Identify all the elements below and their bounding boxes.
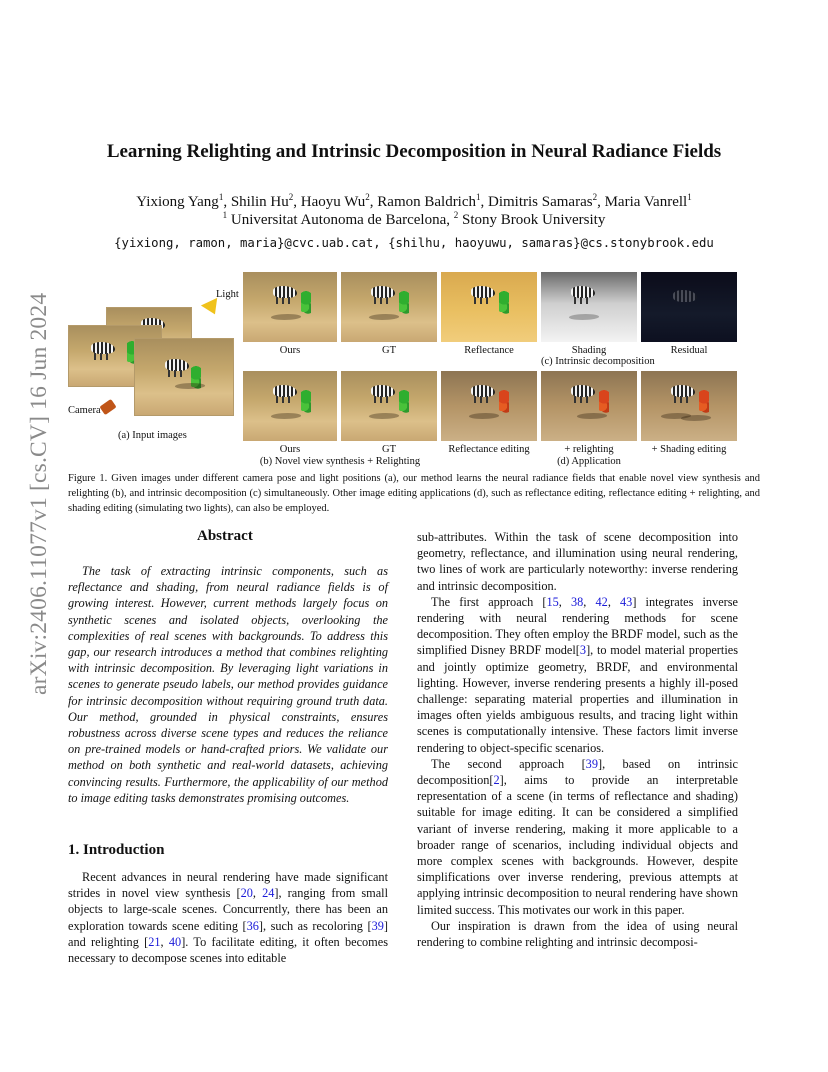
- label-input-images: (a) Input images: [118, 430, 187, 441]
- citation-link[interactable]: 24: [262, 886, 275, 901]
- abstract-heading: Abstract: [197, 528, 253, 544]
- author-list: Yixiong Yang$^1$, Shilin Hu$^2$, Haoyu Wu$^2$, Ramon Baldrich$^1$, Dimitris Samaras$^2$, Maria Vanrell$^1$: [136, 192, 692, 210]
- citation-link[interactable]: 42: [595, 594, 608, 609]
- figure-bottom-relighting: [541, 371, 637, 441]
- figure-top-residual: [641, 272, 737, 342]
- affiliation-name: Universitat Autonoma de Barcelona: [227, 212, 447, 228]
- label-application: (d) Application: [557, 456, 621, 467]
- citation-link[interactable]: 21: [148, 934, 161, 949]
- citation-link[interactable]: 2: [493, 773, 500, 788]
- intro-paragraph-3: The second approach [39], based on intrinsic decomposition[2], aims to provide an interpretable representation of a scene (in terms of reflectance and shading) suitable for image editing. It can be considered a simplified variant of inverse rendering, making it more applicable to a broader range of scenarios, including individual objects and more complex scenes with backgrounds. However, despite simplifications over inverse rendering, previous attempts at applying intrinsic decomposition to neural rendering have shown limited success. This motivates our work in this paper.: [417, 756, 738, 917]
- author-name: Ramon Baldrich: [377, 194, 477, 210]
- figure-top-ours: [243, 272, 337, 342]
- citation-link[interactable]: 38: [571, 594, 584, 609]
- figure-top-reflectance: [441, 272, 537, 342]
- author-name: Yixiong Yang: [136, 194, 219, 210]
- intro-paragraph-1-continued: sub-attributes. Within the task of scene decomposition into geometry, reflectance, and illumination using neural rendering, two lines of work are particularly noteworthy: inverse rendering and intrinsic decomposition.: [417, 530, 738, 593]
- label-camera: Camera: [68, 405, 101, 416]
- figure-top-gt: [341, 272, 437, 342]
- intro-paragraph-1: Recent advances in neural rendering have made significant strides in novel view synthesis [20, 24], ranging from small objects to large-scale scenes. Concurrently, there has been an exploration towards scene editing [36], such as recoloring [39] and relighting [21, 40]. To facilitate editing, it often becomes necessary to decompose scenes into editable: [68, 870, 389, 966]
- figure-top-shading: [541, 272, 637, 342]
- author-affiliation-mark: 2: [288, 192, 294, 202]
- citation-link[interactable]: 43: [620, 594, 633, 609]
- figure-bottom-reflectance-editing: [441, 371, 537, 441]
- author-name: Shilin Hu: [230, 194, 289, 210]
- label-novel-view-synthesis: (b) Novel view synthesis + Relighting: [259, 456, 421, 467]
- author-name: Maria Vanrell: [604, 194, 688, 210]
- bottom-label-ours: Ours: [279, 444, 301, 455]
- intro-paragraph-2: The first approach [15, 38, 42, 43] integrates inverse rendering with neural rendering methods for scene decomposition. They often employ the BRDF model, such as the simplified Disney BRDF model[3], to model material properties and jointly optimize geometry, BRDF, and environmental lighting. However, inverse rendering presents a highly ill-posed challenge: separating material properties and illumination in images often yields ambiguous results, and tracing light within scenes is computationally intensive. These factors limit inverse rendering to object-specific scenarios.: [417, 594, 738, 755]
- figure-bottom-gt: [341, 371, 437, 441]
- bottom-label-shading-editing: + Shading editing: [651, 444, 727, 455]
- author-affiliation-mark: 1: [218, 192, 224, 202]
- top-label-residual: Residual: [670, 345, 708, 356]
- camera-icon: [99, 399, 116, 415]
- author-affiliation-mark: 1: [476, 192, 481, 202]
- citation-link[interactable]: 15: [546, 594, 559, 609]
- author-name: Haoyu Wu: [300, 194, 366, 210]
- citation-link[interactable]: 36: [246, 918, 259, 933]
- label-intrinsic-decomposition: (c) Intrinsic decomposition: [541, 356, 655, 367]
- author-affiliation-mark: 1: [687, 192, 692, 202]
- citation-link[interactable]: 40: [168, 934, 182, 949]
- intro-paragraph-4: Our inspiration is drawn from the idea of using neural rendering to combine relighting and intrinsic decomposi-: [417, 918, 738, 950]
- figure-caption: Figure 1. Given images under different camera pose and light positions (a), our method learns the neural radiance fields that enable novel view synthesis and relighting (b), and intrinsic decomposition (c) simultaneously. Other image editing applications (d), such as reflectance editing, reflectance editing + relighting, and shading editing (simulating two lights), can also be employed.: [68, 473, 760, 514]
- paper-title: Learning Relighting and Intrinsic Decomposition in Neural Radiance Fields: [106, 141, 722, 162]
- top-label-shading: Shading: [571, 345, 607, 356]
- intro-left-column: [68, 869, 388, 966]
- author-emails: {yixiong, ramon, maria}@cvc.uab.cat, {shilhu, haoyuwu, samaras}@cs.stonybrook.edu: [114, 236, 714, 250]
- citation-link[interactable]: 39: [371, 918, 384, 933]
- label-light: Light: [216, 289, 239, 300]
- intro-right-column: [417, 529, 738, 950]
- citation-link[interactable]: 39: [585, 756, 598, 771]
- light-icon: [201, 298, 223, 318]
- affiliation-number: 2: [453, 210, 459, 220]
- affiliation-number: 1: [222, 210, 228, 220]
- top-label-reflectance: Reflectance: [464, 345, 514, 356]
- author-name: Dimitris Samaras: [488, 194, 593, 210]
- figure-bottom-shading-editing: [641, 371, 737, 441]
- figure-bottom-ours: [243, 371, 337, 441]
- input-image-3: [134, 338, 234, 416]
- bottom-label-reflectance-editing: Reflectance editing: [448, 444, 530, 455]
- citation-link[interactable]: 20: [240, 886, 253, 901]
- author-affiliation-mark: 2: [592, 192, 598, 202]
- abstract-paragraph: The task of extracting intrinsic components, such as reflectance and shading, from neural radiance fields is of growing interest. However, current methods largely focus on synthetic scenes and isolated objects, overlooking the complexities of real scenes with backgrounds. To address this gap, our research introduces a method that combines relighting with intrinsic decomposition. By leveraging light variations in scenes to generate pseudo labels, our method provides guidance for intrinsic decomposition without requiring ground truth data. Our method, grounded in physical constraints, ensures robustness across diverse scene types and reduces the reliance on pre-trained models or hand-crafted priors. We validate our method on both synthetic and real-world datasets, achieving convincing results. Furthermore, the applicability of our method to image editing tasks demonstrates promising outcomes.: [68, 564, 388, 805]
- introduction-heading: 1. Introduction: [68, 842, 165, 858]
- citation-link[interactable]: 3: [579, 643, 587, 658]
- affiliations: $^1$ Universitat Autonoma de Barcelona, $^2$ Stony Brook University: [222, 210, 606, 228]
- top-label-gt: GT: [382, 345, 396, 356]
- top-label-ours: Ours: [279, 345, 301, 356]
- affiliation-name: Stony Brook University: [458, 212, 606, 228]
- author-affiliation-mark: 2: [365, 192, 370, 202]
- arxiv-identifier: arXiv:2406.11077v1 [cs.CV] 16 Jun 2024: [26, 292, 52, 695]
- abstract-text: [68, 563, 388, 806]
- bottom-label-gt: GT: [382, 444, 396, 455]
- bottom-label-relighting: + relighting: [564, 444, 614, 455]
